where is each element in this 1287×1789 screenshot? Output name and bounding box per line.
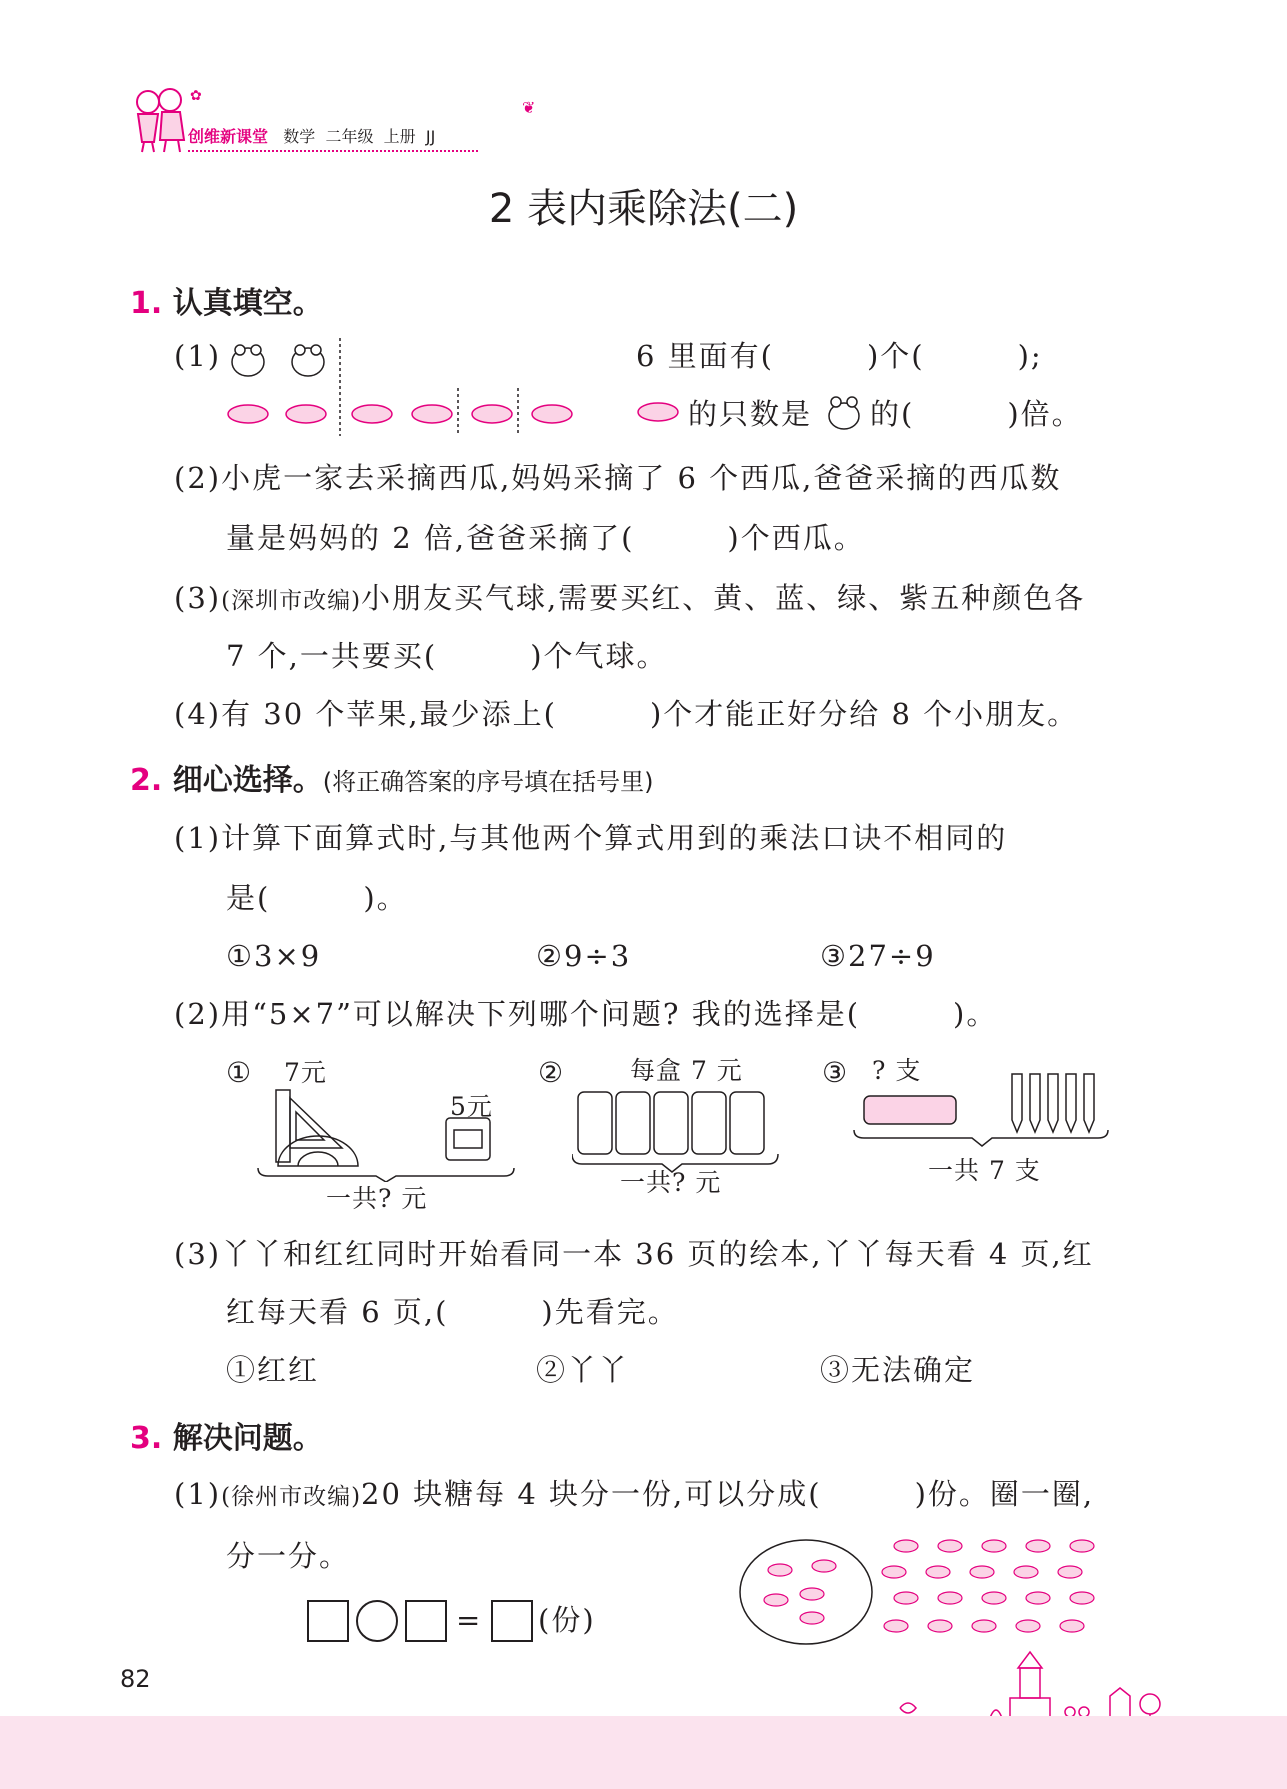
q2-p2-opt1-price-a: 7元	[284, 1058, 327, 1087]
butterfly-icon: ❦	[522, 98, 536, 117]
q1-p2-line2: 量是妈妈的 2 倍,爸爸采摘了( )个西瓜。	[226, 521, 865, 555]
q2-p3-line1: (3)丫丫和红红同时开始看同一本 36 页的绘本,丫丫每天看 4 页,红	[174, 1237, 1094, 1271]
q2-p2-opt3-question: ? 支	[872, 1056, 922, 1085]
bottom-band	[0, 1716, 1287, 1789]
frog-icon	[232, 345, 324, 376]
q2-p3-option-3: ③无法确定	[820, 1353, 976, 1387]
q3-p1-line1	[174, 1476, 1094, 1515]
q3-p1-note: (徐州市改编)	[221, 1484, 362, 1510]
q2-p1-option-3: ③27÷9	[820, 939, 936, 973]
answer-box[interactable]	[405, 1600, 447, 1642]
page-title: 2 表内乘除法(二)	[488, 186, 799, 232]
q2-p2-opt3-mark: ③	[822, 1056, 849, 1089]
q2-p2-opt1-total: 一共? 元	[326, 1184, 428, 1213]
q2-p3-line2: 红每天看 6 页,( )先看完。	[226, 1295, 679, 1329]
q1-p1-line2a: 的只数是	[688, 397, 813, 431]
pencils-figure	[852, 1060, 1112, 1152]
q2-p2-line1: (2)用“5×7”可以解决下列哪个问题? 我的选择是( )。	[174, 997, 998, 1031]
frog-icon	[824, 390, 864, 432]
header-brand: 创维新课堂	[188, 127, 269, 146]
q1-heading	[130, 285, 323, 323]
q1-p2-line1: (2)小虎一家去采摘西瓜,妈妈采摘了 6 个西瓜,爸爸采摘的西瓜数	[174, 461, 1062, 495]
page-number: 82	[120, 1665, 151, 1693]
crab-icon	[228, 405, 572, 423]
q2-number: 2.	[130, 763, 163, 798]
q2-p2-opt1-mark: ①	[226, 1056, 253, 1089]
q2-p1-option-1: ①3×9	[226, 939, 322, 973]
header-bar	[188, 126, 435, 148]
answer-box[interactable]	[491, 1600, 533, 1642]
cans-figure	[572, 1086, 782, 1178]
header-grade: 二年级	[325, 127, 374, 146]
q2-p2-opt2-mark: ②	[538, 1056, 565, 1089]
q2-heading-text: 细心选择。	[172, 763, 323, 798]
q2-p1-line2: 是( )。	[226, 881, 408, 915]
q2-p1-option-2: ②9÷3	[536, 939, 632, 973]
q2-p2-opt2-price: 每盒 7 元	[630, 1056, 743, 1085]
q2-p3-option-2: ②丫丫	[536, 1353, 630, 1387]
ruler-set-figure	[256, 1088, 516, 1182]
flower-icon: ✿	[190, 88, 202, 104]
castle-decoration-icon	[880, 1648, 1180, 1720]
q2-p2-opt1-price-b: 5元	[450, 1092, 493, 1121]
q2-p3-option-1: ①红红	[226, 1353, 320, 1387]
q3-p1-label: (1)	[174, 1477, 222, 1511]
header-subject: 数学	[283, 127, 316, 146]
frog-crab-figure	[222, 336, 602, 436]
q1-p3-line2: 7 个,一共要买( )个气球。	[226, 639, 668, 673]
q1-p1-line2b: 的( )倍。	[870, 397, 1083, 431]
q1-p1-label: (1)	[174, 339, 222, 373]
q2-p2-opt2-total: 一共? 元	[620, 1168, 722, 1197]
q1-p4-line1: (4)有 30 个苹果,最少添上( )个才能正好分给 8 个小朋友。	[174, 697, 1079, 731]
q1-p3-label: (3)	[174, 581, 222, 615]
header-edition: JJ	[425, 127, 436, 146]
q2-hint: (将正确答案的序号填在括号里)	[322, 768, 654, 796]
q1-number: 1.	[130, 286, 163, 321]
operator-circle[interactable]	[356, 1600, 398, 1642]
q1-heading-text: 认真填空。	[172, 286, 323, 321]
q1-p3-note: (深圳市改编)	[221, 588, 362, 614]
q3-heading	[130, 1420, 323, 1458]
header-mascot	[128, 84, 190, 154]
q2-p2-opt3-total: 一共 7 支	[928, 1156, 1041, 1185]
unit-label: (份)	[538, 1603, 596, 1637]
q1-p3-line1	[174, 580, 1085, 619]
q3-p1-line2: 分一分。	[226, 1539, 351, 1573]
equals-sign: =	[456, 1603, 483, 1637]
header-volume: 上册	[383, 127, 416, 146]
q3-heading-text: 解决问题。	[172, 1421, 323, 1456]
candies-figure	[736, 1530, 1106, 1650]
q3-number: 3.	[130, 1421, 163, 1456]
q3-p1-text: 20 块糖每 4 块分一份,可以分成( )份。圈一圈,	[361, 1477, 1095, 1511]
answer-box[interactable]	[307, 1600, 349, 1642]
q1-p3-text: 小朋友买气球,需要买红、黄、蓝、绿、紫五种颜色各	[361, 581, 1086, 615]
q2-heading	[130, 762, 653, 801]
crab-icon	[634, 398, 682, 426]
q1-p1-line1: 6 里面有( )个( );	[636, 339, 1043, 373]
q2-p1-line1: (1)计算下面算式时,与其他两个算式用到的乘法口诀不相同的	[174, 821, 1008, 855]
header-rule	[188, 150, 478, 152]
